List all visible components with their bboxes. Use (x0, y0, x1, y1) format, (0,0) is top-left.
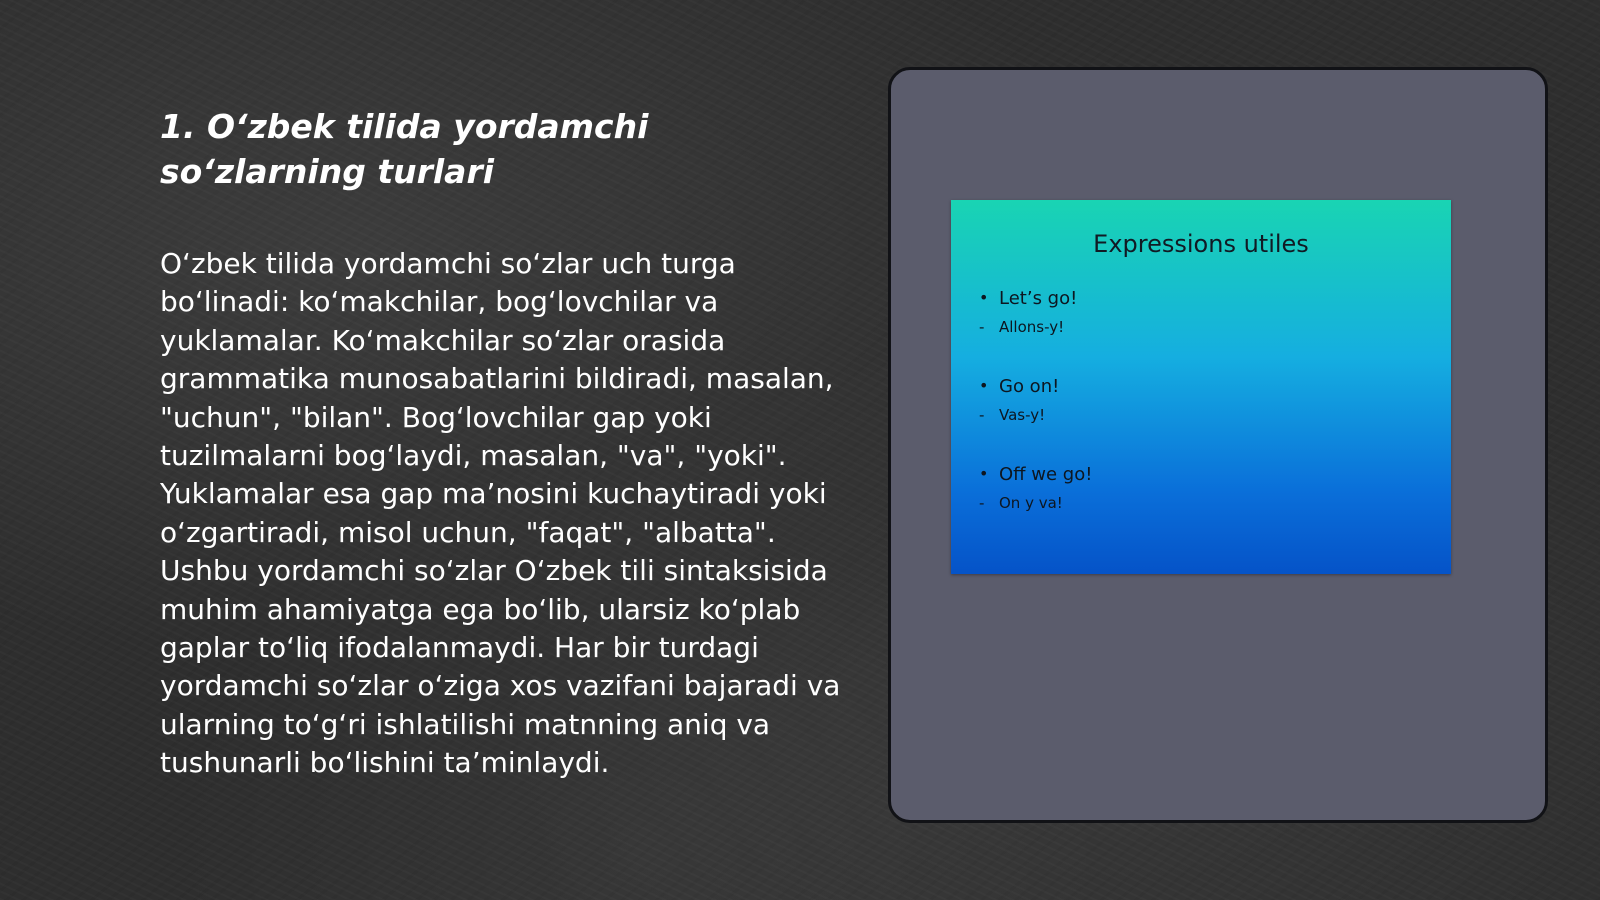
expression-french: Allons-y! (999, 318, 1065, 336)
dash-icon: - (979, 318, 985, 336)
slide-body-text: O‘zbek tilida yordamchi so‘zlar uch turga bo‘linadi: ko‘makchilar, bog‘lovchilar va yuklamalar. Ko‘makchilar so‘zlar orasida grammatika munosabatlarini bildiradi, masalan, "uchun", "bilan". Bog‘lovchilar gap yoki tuzilmalarni bog‘laydi, masalan, "va", "yoki". Yuklamalar esa gap ma’nosini kuchaytiradi yoki o‘zgartiradi, misol uchun, "faqat", "albatta". Ushbu yordamchi so‘zlar O‘zbek tili sintaksisida muhim ahamiyatga ega bo‘lib, ularsiz ko‘plab gaplar to‘liq ifodalanmaydi. Har bir turdagi yordamchi so‘zlar o‘ziga xos vazifani bajaradi va ularning to‘g‘ri ishlatilishi matnning aniq va tushunarli bo‘lishini ta’minlaydi. (160, 247, 841, 780)
list-item (979, 288, 1429, 376)
image-frame (888, 67, 1548, 823)
slide-title: 1. O‘zbek tilida yordamchi so‘zlarning turlari (160, 107, 649, 191)
embedded-slide-title: Expressions utiles (1093, 230, 1309, 258)
expression-english: Let’s go! (999, 288, 1078, 309)
dash-icon: - (979, 406, 985, 424)
list-item (979, 376, 1429, 464)
embedded-bullet-list (979, 288, 1429, 552)
expression-english: Off we go! (999, 464, 1093, 485)
list-item (979, 464, 1429, 552)
expression-french: On y va! (999, 494, 1063, 512)
expression-english: Go on! (999, 376, 1060, 397)
dash-icon: - (979, 494, 985, 512)
bullet-icon: • (979, 464, 989, 483)
bullet-icon: • (979, 288, 989, 307)
expression-french: Vas-y! (999, 406, 1046, 424)
embedded-slide-image (951, 200, 1451, 574)
bullet-icon: • (979, 376, 989, 395)
